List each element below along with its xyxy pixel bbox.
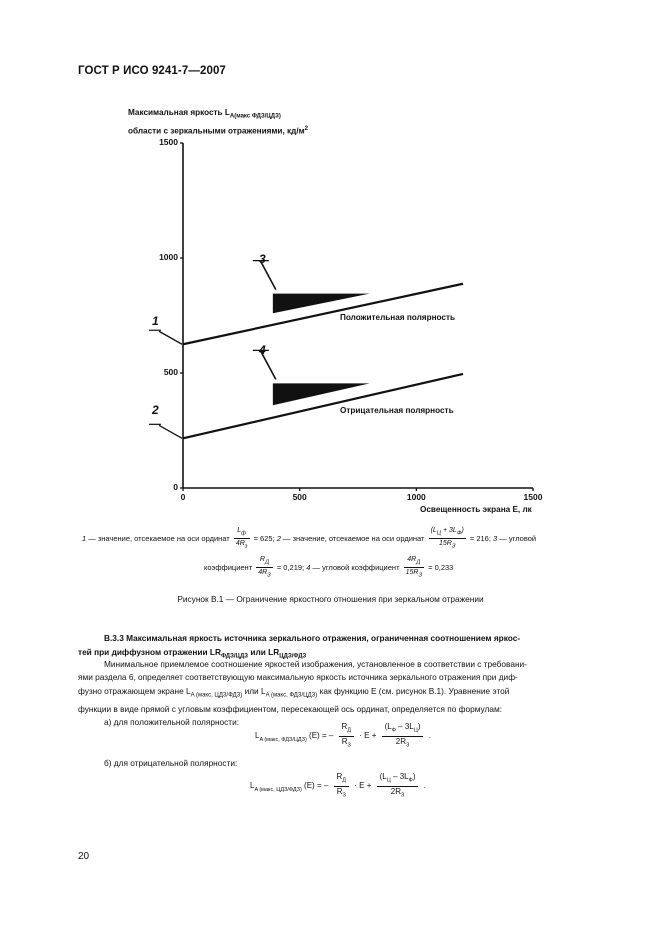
list-item-a: а) для положительной полярности:: [104, 716, 240, 727]
y-tick-label-1: 500: [163, 367, 178, 377]
x-tick-label-0: 0: [180, 492, 186, 502]
legend-line-2: коэффициент $\frac{R_Д}{4R_З}$ = 0,219; 4 — угловой коэффициент $\frac{4R_Д}{15R_З}$ = 0,233: [204, 555, 454, 579]
legend-fraction-1: $\frac{L_ф}{4R_з}$: [235, 527, 248, 550]
marker-label-4: 4: [259, 343, 266, 357]
leader-line-1: [159, 331, 182, 344]
list-item-b: б) для отрицательной полярности:: [104, 758, 238, 768]
x-tick-label-2: 1000: [406, 492, 426, 502]
page-number: 20: [78, 851, 90, 862]
body-paragraph: Минимальное приемлемое соотношение яркостей изображения, установленное в соответствии с требовани- ями раздела 6, определяет соответствующую максимальную яркость источника зеркального отражения при диф- фузно отражающем экране $L_{A (макс, ЦДЗ/ФДЗ)}$ или $L_{A (макс, ФДЗ/ЦДЗ)}$ как функцию E (см. рисунок В.1). Уравнение этой функции в виде прямой с угловым коэффициентом, пересекающей ось ординат, определяется по формулам: а) для положительной полярности:: [78, 658, 630, 729]
formula-negative: $L_{A (макс, ЦДЗ/ФДЗ)}$ (E) = – $R_Д$ $R_З$ · E + $(L_Ц - 3L_Ф)$ $2R_З$ .: [250, 772, 426, 799]
y-tick-label-2: 1000: [159, 252, 178, 262]
y-axis-label-line2: области с зеркальными отражениями, кд/м: [128, 126, 305, 136]
series-lines: [183, 284, 463, 439]
marker-label-1: 1: [152, 314, 159, 328]
y-axis-label-line1: Максимальная яркость L: [128, 108, 230, 117]
document-header: ГОСТ Р ИСО 9241-7—2007: [78, 65, 226, 77]
y-tick-label-0: 0: [173, 482, 178, 492]
figure-legend: [82, 526, 622, 581]
marker-label-3: 3: [259, 252, 266, 266]
formula-positive: $L_{A (макс, ФДЗ/ЦДЗ)}$ (E) = – $R_Д$ $R_З$ · E + $(L_Ф - 3L_Ц)$ $2R_З$ .: [255, 722, 431, 749]
figure-caption: Рисунок В.1 — Ограничение яркостного отношения при зеркальном отражении: [177, 594, 484, 604]
marker-label-2: 2: [152, 403, 159, 417]
x-tick-label-3: 1500: [523, 492, 543, 502]
x-tick-label-1: 500: [292, 492, 307, 502]
series-label-positive: Положительная полярность: [340, 313, 456, 322]
legend-line-1: 1 — значение, отсекаемое на оси ординат $\frac{L_ф}{4R_з}$ = 625; 2 — значение, отсекаемое на оси ординат $\frac{(L_Ц + 3L_Ф)}{15R_З}$ = 216; 3 — угловой: [82, 527, 537, 550]
label-leaders: [149, 330, 182, 438]
section-heading: В.3.3 Максимальная яркость источника зеркального отражения, ограниченная соотношением яркос- тей при диффузном отражении $LR_{ФДЗ/ЦДЗ}$ или $LR_{ЦДЗ/ФДЗ}$: [78, 633, 521, 660]
legend-fraction-4: $\frac{4R_Д}{15R_З}$: [405, 555, 423, 579]
series-label-negative: Отрицательная полярность: [340, 406, 454, 415]
x-axis-label: Освещенность экрана E, лк: [420, 505, 532, 514]
leader-line-2: [159, 425, 182, 438]
legend-fraction-3: $\frac{R_Д}{4R_З}$: [258, 555, 271, 579]
slope-triangle-4: [273, 383, 370, 405]
slope-triangle-3: [273, 294, 370, 314]
y-tick-label-3: 1500: [159, 137, 178, 147]
slope-triangles: [253, 261, 370, 406]
y-axis-label: Максимальная яркость $L_{A(макс ФДЗ/ЦДЗ)}$ области с зеркальными отражениями, $кд/м^2$: [128, 108, 308, 136]
legend-fraction-2: $\frac{(L_Ц + 3L_Ф)}{15R_З}$: [430, 527, 464, 550]
